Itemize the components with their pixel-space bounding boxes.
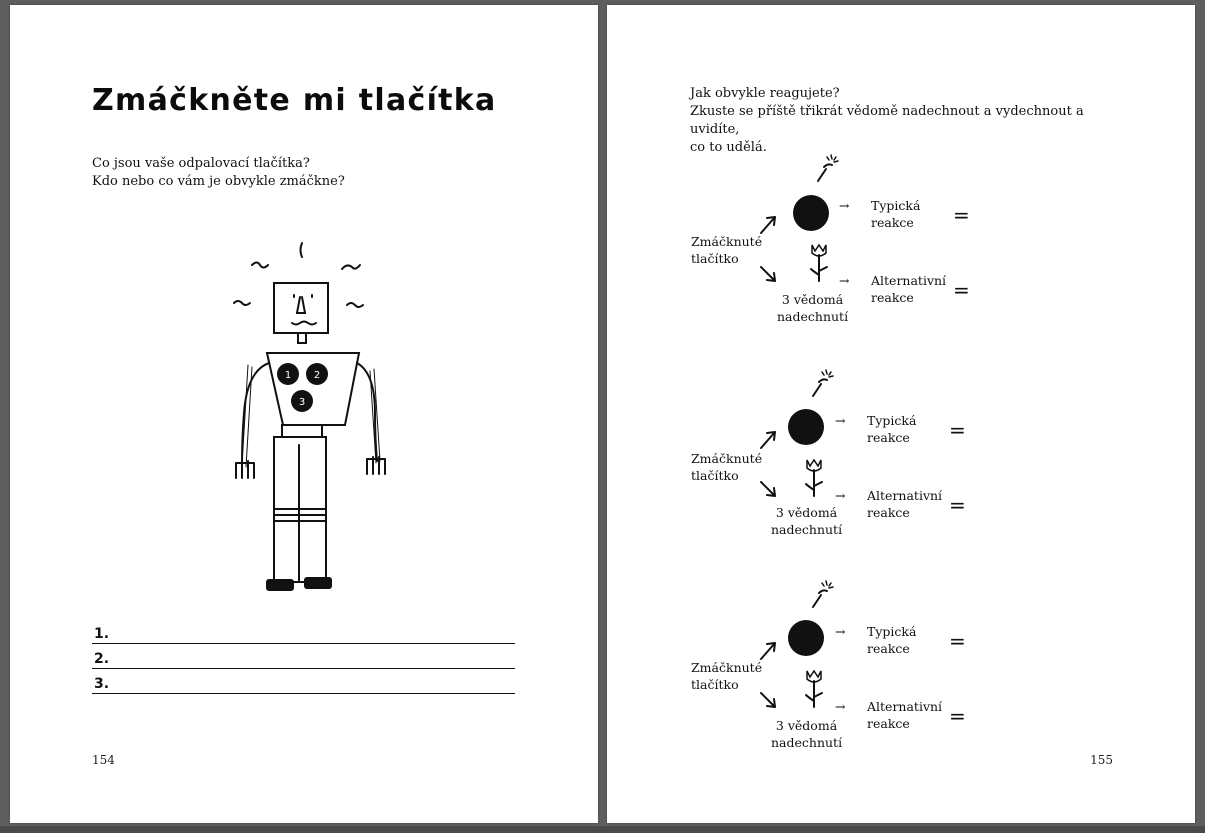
equals-sign: = bbox=[949, 629, 966, 653]
intro-line: Co jsou vaše odpalovací tlačítka? bbox=[92, 156, 310, 171]
page-title: Zmáčkněte mi tlačítka bbox=[92, 83, 497, 118]
arrow-icon: → bbox=[835, 699, 846, 714]
reaction-diagram bbox=[691, 155, 991, 330]
arrow-icon: → bbox=[835, 413, 846, 428]
alternative-reaction-label: Alternativní reakce bbox=[867, 488, 943, 520]
equals-sign: = bbox=[953, 278, 970, 302]
page-number: 154 bbox=[92, 753, 115, 767]
arrow-icon: → bbox=[835, 488, 846, 503]
reaction-diagram bbox=[691, 581, 991, 756]
intro-line: co to udělá. bbox=[690, 140, 767, 155]
answer-line[interactable] bbox=[92, 644, 515, 669]
bomb-icon bbox=[788, 409, 824, 445]
arrow-icon: → bbox=[839, 273, 850, 288]
breaths-label: 3 vědomá nadechnutí bbox=[771, 505, 843, 537]
equals-sign: = bbox=[949, 704, 966, 728]
answer-lines bbox=[92, 619, 515, 694]
alternative-reaction-label: Alternativní reakce bbox=[867, 699, 943, 731]
bomb-icon bbox=[793, 195, 829, 231]
intro-line: Zkuste se příště třikrát vědomě nadechnout a vydechnout a uvidíte, bbox=[690, 104, 1084, 137]
robot-button-2: 2 bbox=[313, 370, 321, 381]
equals-sign: = bbox=[949, 493, 966, 517]
robot-button-1: 1 bbox=[284, 370, 292, 381]
intro-line: Kdo nebo co vám je obvykle zmáčkne? bbox=[92, 174, 345, 189]
trigger-label: Zmáčknuté tlačítko bbox=[691, 234, 763, 266]
typical-reaction-label: Typická reakce bbox=[867, 413, 917, 445]
line-number: 2. bbox=[94, 651, 110, 667]
breaths-label: 3 vědomá nadechnutí bbox=[777, 292, 849, 324]
viewer-bottom-bar bbox=[0, 826, 1205, 833]
alternative-reaction-label: Alternativní reakce bbox=[871, 273, 947, 305]
arrow-icon: → bbox=[839, 198, 850, 213]
typical-reaction-label: Typická reakce bbox=[871, 198, 921, 230]
intro-text bbox=[690, 85, 1130, 157]
intro-questions bbox=[92, 155, 345, 191]
equals-sign: = bbox=[949, 418, 966, 442]
equals-sign: = bbox=[953, 203, 970, 227]
trigger-label: Zmáčknuté tlačítko bbox=[691, 660, 763, 692]
line-number: 3. bbox=[94, 676, 110, 692]
arrow-icon: → bbox=[835, 624, 846, 639]
reaction-diagram bbox=[691, 370, 991, 545]
trigger-label: Zmáčknuté tlačítko bbox=[691, 451, 763, 483]
line-number: 1. bbox=[94, 626, 110, 642]
left-page bbox=[10, 5, 598, 823]
answer-line[interactable] bbox=[92, 669, 515, 694]
page-number: 155 bbox=[1090, 753, 1113, 767]
answer-line[interactable] bbox=[92, 619, 515, 644]
robot-illustration bbox=[222, 233, 392, 598]
bomb-icon bbox=[788, 620, 824, 656]
right-page bbox=[607, 5, 1195, 823]
breaths-label: 3 vědomá nadechnutí bbox=[771, 718, 843, 750]
intro-line: Jak obvykle reagujete? bbox=[690, 86, 840, 101]
robot-button-3: 3 bbox=[298, 397, 306, 408]
typical-reaction-label: Typická reakce bbox=[867, 624, 917, 656]
